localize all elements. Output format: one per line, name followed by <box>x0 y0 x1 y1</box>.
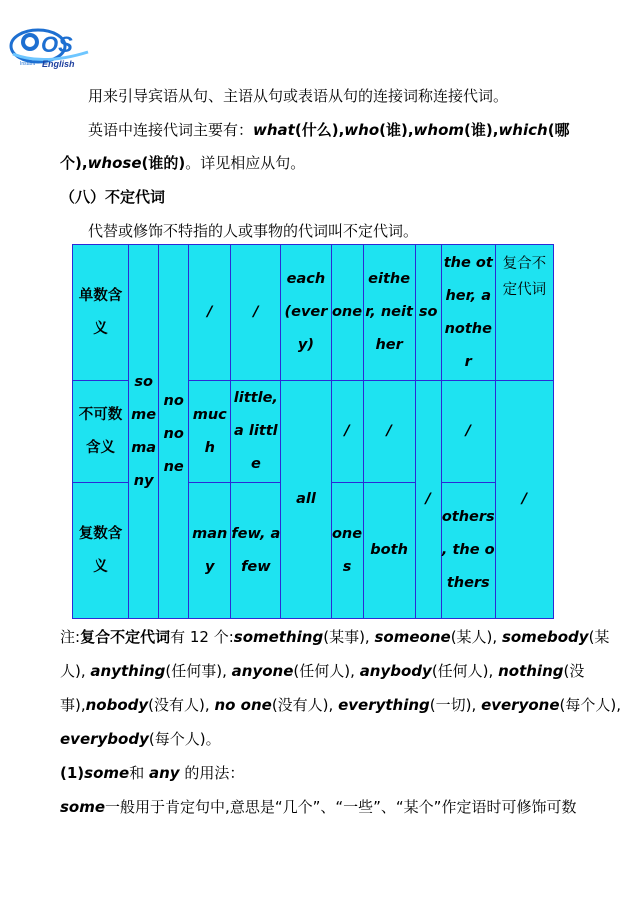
logo <box>8 22 98 72</box>
cell-slash-3: / <box>331 381 363 483</box>
cell-little-a-little: little, a little <box>231 381 281 483</box>
cell-one: one <box>331 245 363 381</box>
paragraph-2: 英语中连接代词主要有：what(什么),who(谁),whom(谁),which(哪 <box>88 121 570 139</box>
cell-the-other-another: the other, another <box>441 245 495 381</box>
row-label-plural: 复数含义 <box>73 483 129 619</box>
section-1-line-2: some一般用于肯定句中,意思是“几个”、“一些”、“某个”作定语时可修饰可数 <box>60 798 577 816</box>
cell-slash-1: / <box>189 245 231 381</box>
cell-many: many <box>189 483 231 619</box>
cell-slash-6: / <box>441 381 495 483</box>
cell-compound: 复合不定代词 <box>495 245 553 381</box>
logo-sub: English <box>42 59 75 69</box>
cell-so: so <box>415 245 441 381</box>
cell-both: both <box>363 483 415 619</box>
cell-slash-7: / <box>495 381 553 619</box>
cell-slash-2: / <box>231 245 281 381</box>
cell-all: all <box>281 381 331 619</box>
cell-slash-5: / <box>415 381 441 619</box>
note-line-4: everybody(每个人)。 <box>60 730 221 748</box>
cell-some-many: some many <box>129 245 159 619</box>
logo-emblem-icon <box>8 22 98 72</box>
cell-few-a-few: few, a few <box>231 483 281 619</box>
row-label-uncountable: 不可数含义 <box>73 381 129 483</box>
heading-8: （八）不定代词 <box>60 188 166 206</box>
indefinite-pronoun-table <box>72 244 554 619</box>
logo-letters: OS <box>41 32 73 57</box>
cell-each-every: each (every) <box>281 245 331 381</box>
paragraph-3: 个),whose(谁的)。详见相应从句。 <box>60 154 306 172</box>
section-1-heading: (1)some和 any 的用法： <box>60 764 245 782</box>
note-line-2: 人), anything(任何事), anyone(任何人), anybody(任何人), nothing(没 <box>60 662 585 680</box>
cell-much: much <box>189 381 231 483</box>
logo-small: Instant <box>20 61 36 67</box>
note-line-3: 事),nobody(没有人), no one(没有人), everything(一切), everyone(每个人), <box>60 696 622 714</box>
cell-others-the-others: others , the others <box>441 483 495 619</box>
cell-either-neither: either, neither <box>363 245 415 381</box>
row-label-singular: 单数含义 <box>73 245 129 381</box>
cell-slash-4: / <box>363 381 415 483</box>
paragraph-1: 用来引导宾语从句、主语从句或表语从句的连接词称连接代词。 <box>88 87 509 105</box>
note-line-1: 注:复合不定代词有 12 个:something(某事), someone(某人), somebody(某 <box>60 628 610 646</box>
cell-ones: ones <box>331 483 363 619</box>
cell-no-none: no none <box>159 245 189 619</box>
paragraph-4: 代替或修饰不特指的人或事物的代词叫不定代词。 <box>88 222 419 240</box>
